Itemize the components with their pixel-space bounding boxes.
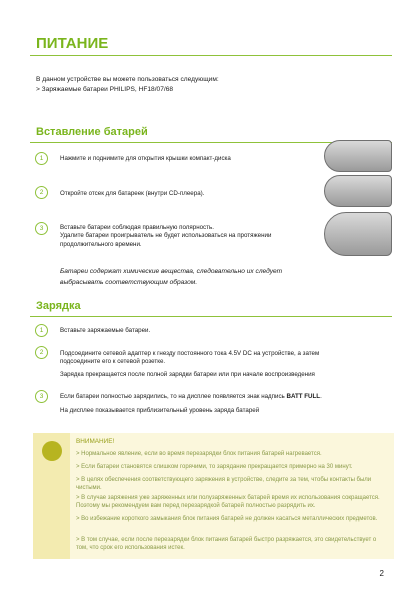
- insert-note-line-1: Батареи содержат химические вещества, следовательно их следует: [60, 268, 283, 275]
- charge-divider: [30, 316, 392, 317]
- intro-line-2: > Заряжаемые батареи PHILIPS, HF18/07/68: [36, 86, 174, 93]
- batt-full-label: BATT FULL: [286, 393, 321, 400]
- battery-compartment-illustration: [324, 175, 392, 207]
- charge-step-2-line-b: Зарядка прекращается после полной зарядки батареи или при начале воспроизведения: [60, 370, 315, 378]
- insert-note-line-2: выбрасывать соответствующим образом.: [60, 279, 198, 286]
- warning-item-1: > Нормальное явление, если во время перезарядки блок питания батарей нагревается.: [76, 451, 322, 457]
- charge-step-2-line-a: Подсоедините сетевой адаптер к гнезду постоянного тока 4.5V DC на устройстве, а затем подсоедините его к сетевой розетке.: [60, 350, 320, 366]
- cd-lid-illustration: [324, 140, 392, 172]
- insert-heading: Вставление батарей: [36, 126, 148, 138]
- charge-step-1-text: Вставьте заряжаемые батареи.: [60, 327, 151, 334]
- warning-item-5: > Во избежание короткого замыкания блок питания батарей не должен касаться металлических предметов.: [76, 516, 378, 522]
- charge-step-2-number: 2: [35, 346, 48, 359]
- charge-step-2-text: [60, 350, 360, 379]
- charge-step-3-line-b: На дисплее показывается приблизительный уровень заряда батарей: [60, 407, 260, 415]
- insert-step-3-text: [60, 224, 296, 249]
- insert-step-3-line-b: Удалите батареи проигрыватель не будет использоваться на протяжении продолжительного времени.: [60, 232, 272, 248]
- warning-title: ВНИМАНИЕ!: [76, 438, 115, 445]
- insert-step-1-text: Нажмите и поднимите для открытия крышки компакт-диска: [60, 155, 231, 162]
- warning-item-6: > В том случае, если после перезарядки блок питания батарей быстро разряжается, это свидетельствует о том, что срок его использования истек.: [76, 537, 377, 551]
- charge-step-3-number: 3: [35, 390, 48, 403]
- warning-item-4: > В случае заряжения уже заряженных или полузаряженных батарей время их использования сокращается. Поэтому мы рекомендуем вам перед перезарядкой батарей полностью разрядить их.: [76, 495, 380, 509]
- charge-step-3-line-a: Если батареи полностью зарядились, то на дисплее появляется знак надпись BATT FULL.: [60, 393, 322, 400]
- insert-step-3-number: 3: [35, 222, 48, 235]
- warning-item-2: > Если батареи становятся слишком горячими, то зарядание прекращается примерно на 30 минут.: [76, 464, 353, 470]
- page-number: 2: [379, 569, 384, 578]
- charge-step-3-text: [60, 393, 370, 416]
- insert-note: [60, 266, 360, 288]
- insert-step-1-number: 1: [35, 152, 48, 165]
- insert-step-2-number: 2: [35, 186, 48, 199]
- page-title: ПИТАНИЕ: [36, 35, 109, 52]
- intro-text: [36, 75, 219, 95]
- charge-step-1-number: 1: [35, 324, 48, 337]
- insert-step-3-line-a: Вставьте батареи соблюдая правильную полярность.: [60, 224, 214, 231]
- warning-item-3: > В целях обеспечения соответствующего заряжения в устройстве, следите за тем, чтобы контакты были чистыми.: [76, 477, 372, 491]
- title-divider: [30, 55, 392, 56]
- battery-insertion-illustration: [324, 212, 392, 256]
- charge-heading: Зарядка: [36, 300, 81, 312]
- intro-line-1: В данном устройстве вы можете пользоваться следующим:: [36, 76, 219, 83]
- warning-icon: [42, 441, 62, 461]
- insert-step-2-text: Откройте отсек для батареек (внутри CD-плеера).: [60, 190, 205, 197]
